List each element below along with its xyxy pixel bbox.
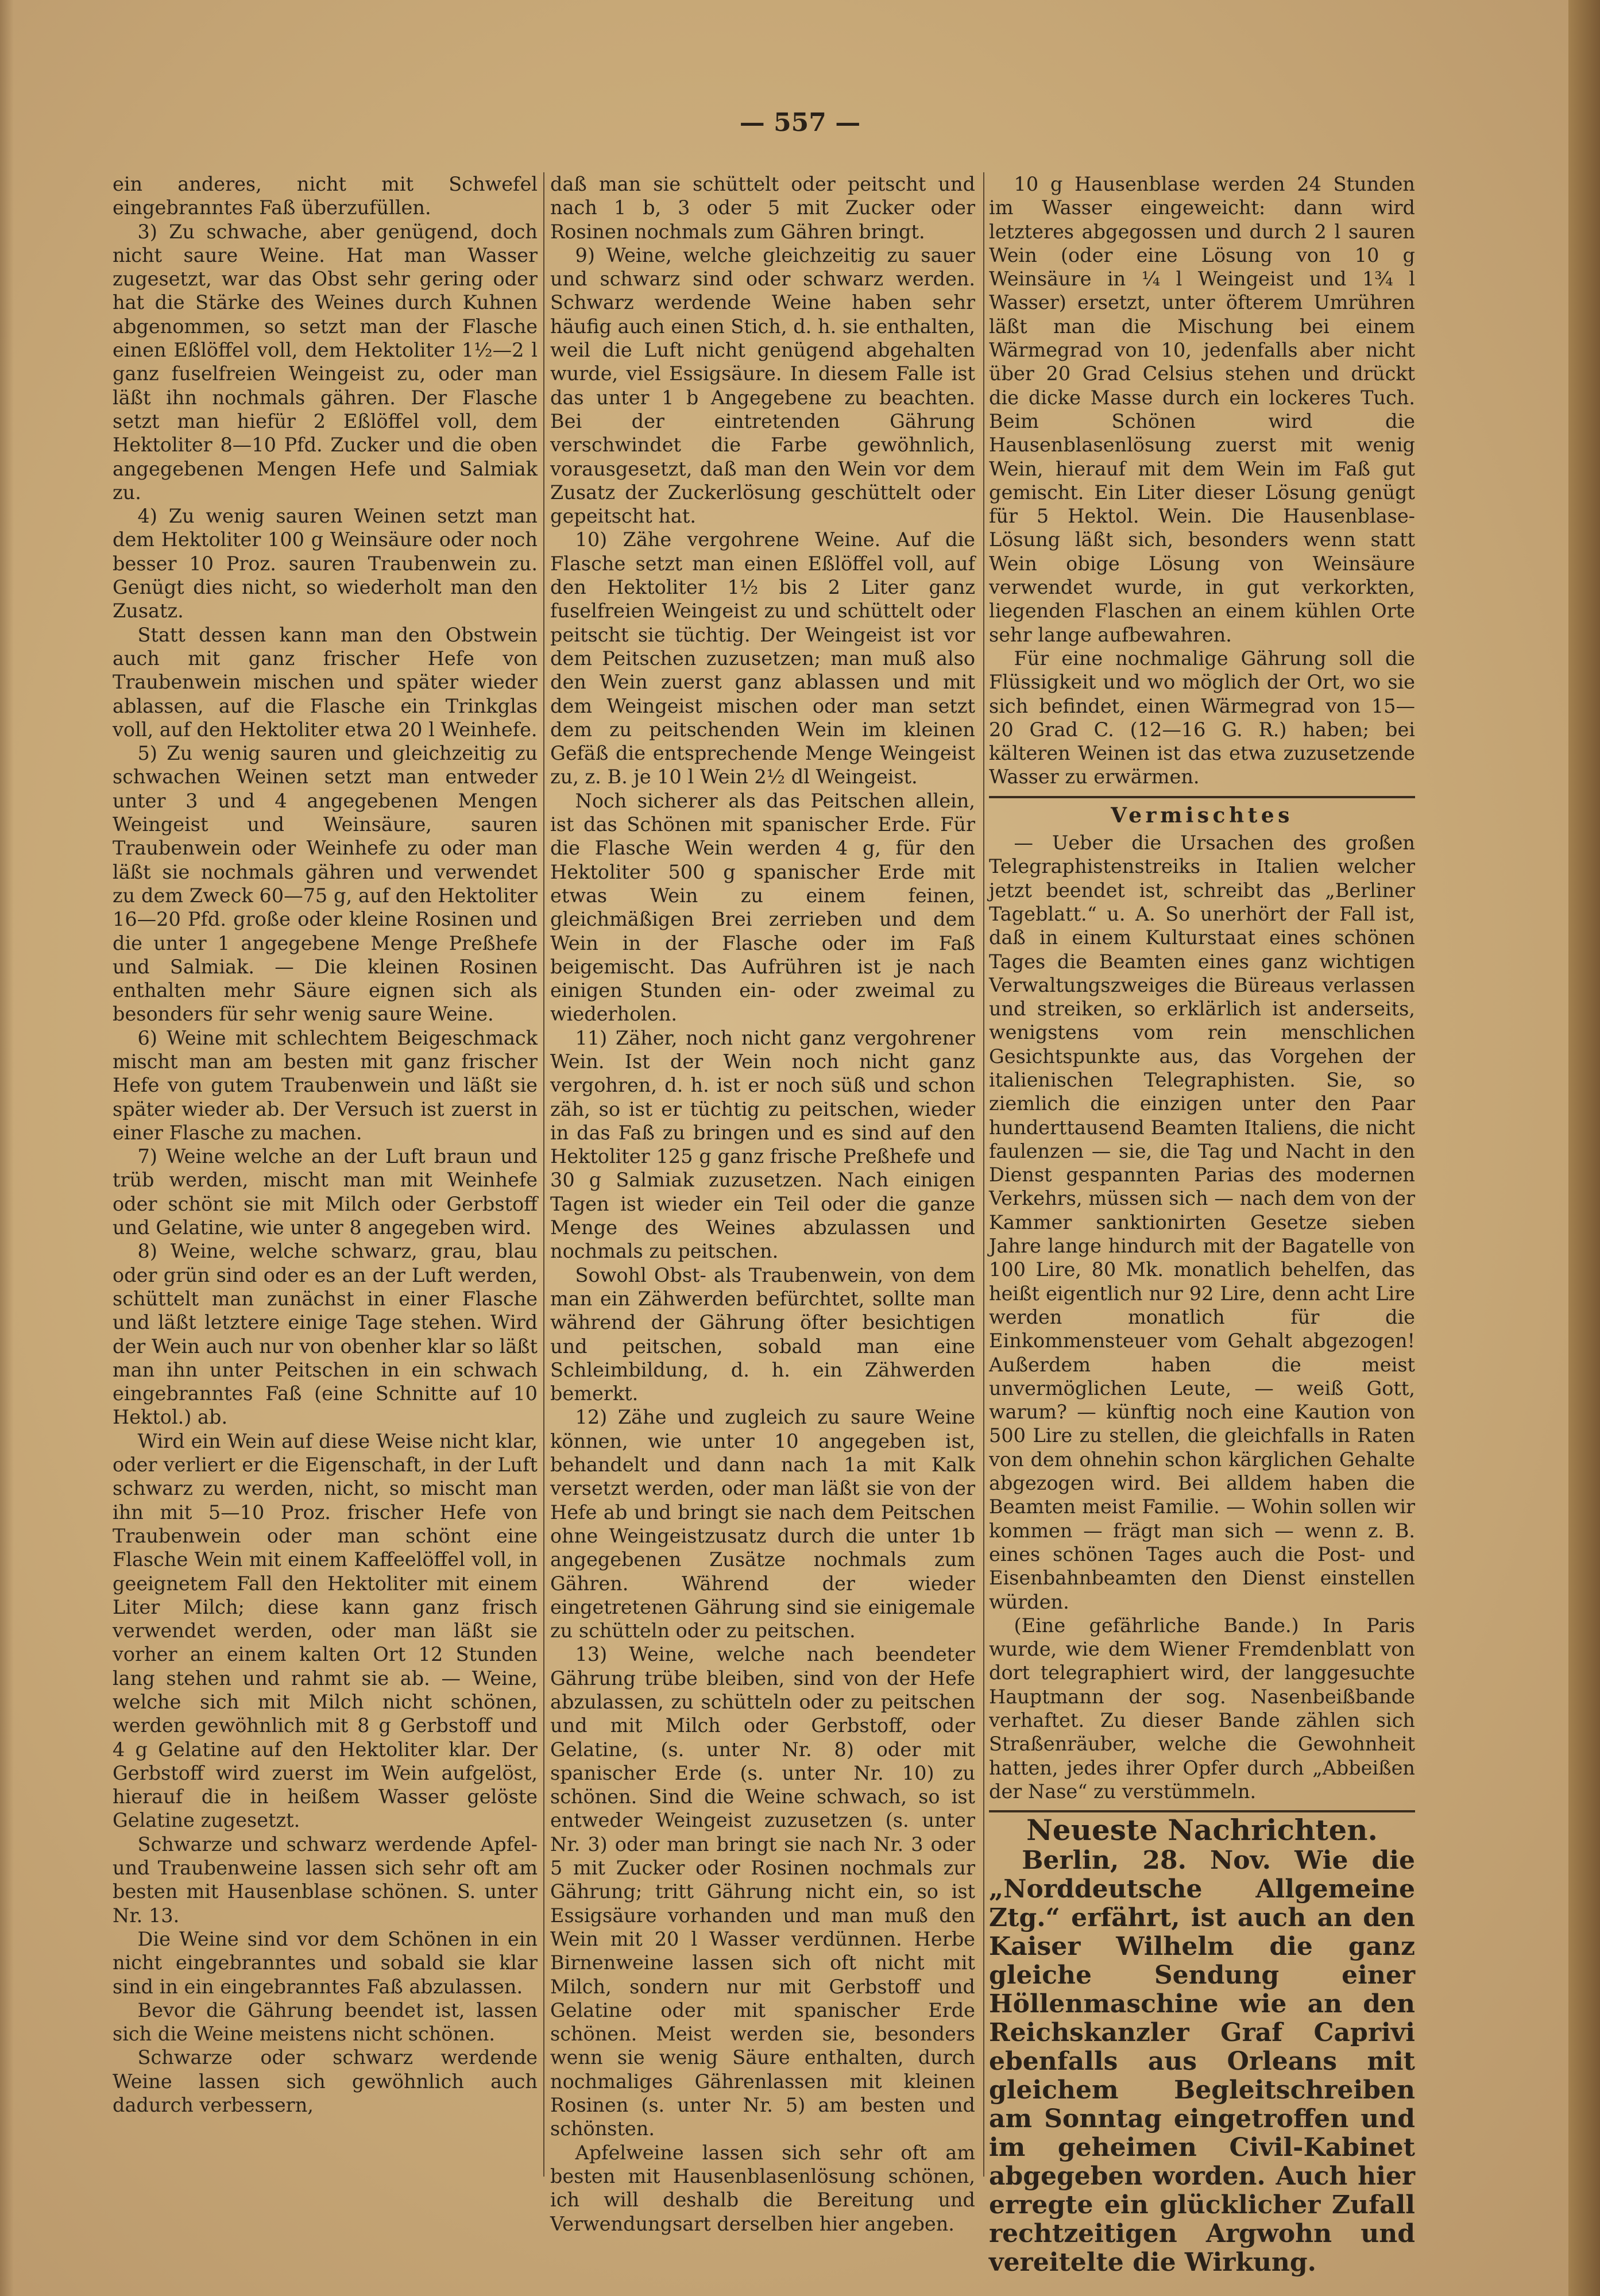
paragraph: 13) Weine, welche nach beendeter Gährung trübe bleiben, sind von der Hefe abzulassen, zu schütteln oder zu peitschen und mit Milch oder Gerbstoff, oder Gelatine, (s. unter Nr. 8) oder mit spanischer Erde (s. unter Nr. 10) zu schönen. Sind die Weine schwach, so ist entweder Weingeist zuzusetzen (s. unter Nr. 3) oder man bringt sie nach Nr. 3 oder 5 mit Zucker oder Rosinen nochmals zur Gährung; tritt Gährung nicht ein, so ist Essigsäure vorhanden und man muß den Wein mit 20 l Wasser verdünnen. Herbe Birnenweine lassen sich oft nicht mit Milch, sondern nur mit Gerbstoff und Gelatine oder mit spanischer Erde schönen. Meist werden sie, besonders wenn sie wenig Säure enthalten, durch nochmaliges Gährenlassen mit kleinen Rosinen (s. unter Nr. 5) am besten und schönsten. [550, 1643, 975, 2140]
news-item: Berlin, 28. Nov. Wie die „Norddeutsche Allgemeine Ztg.“ erfährt, ist auch an den Kaiser Wilhelm die ganz gleiche Sendung einer Höllenmaschine wie an den Reichskanzler Graf Caprivi ebenfalls aus Orleans mit gleichem Begleitschreiben am Sonntag eingetroffen und im geheimen Civil-Kabinet abgegeben worden. Auch hier erregte ein glücklicher Zufall rechtzeitigen Argwohn und vereitelte die Wirkung. [989, 1846, 1415, 2278]
column-rule [543, 172, 544, 2177]
paragraph: 11) Zäher, noch nicht ganz vergohrener Wein. Ist der Wein noch nicht ganz vergohren, d. h. ist er noch süß und schon zäh, so ist er tüchtig zu peitschen, wieder in das Faß zu bringen und es sind auf den Hektoliter 125 g ganz frische Preßhefe und 30 g Salmiak zuzusetzen. Nach einigen Tagen ist wieder ein Teil oder die ganze Menge des Weines abzulassen und nochmals zu peitschen. [550, 1026, 975, 1263]
paragraph: Die Weine sind vor dem Schönen in ein nicht eingebranntes und sobald sie klar sind in ein eingebranntes Faß abzulassen. [113, 1927, 538, 1998]
page-shadow [0, 0, 14, 2296]
paragraph: Sowohl Obst- als Traubenwein, von dem man ein Zähwerden befürchtet, sollte man während der Gährung öfter besichtigen und peitschen, sobald man eine Schleimbildung, d. h. ein Zähwerden bemerkt. [550, 1263, 975, 1405]
column-right [989, 172, 1415, 2277]
section-rule [989, 796, 1415, 798]
column-middle [550, 172, 975, 2236]
paragraph: Bevor die Gährung beendet ist, lassen sich die Weine meistens nicht schönen. [113, 1999, 538, 2046]
paragraph: 8) Weine, welche schwarz, grau, blau oder grün sind oder es an der Luft werden, schüttelt man zunächst in einer Flasche und läßt letztere einige Tage stehen. Wird der Wein auch nur von obenher klar so läßt man ihn unter Peitschen in ein schwach eingebranntes Faß (eine Schnitte auf 10 Hektol.) ab. [113, 1240, 538, 1429]
paragraph: ein anderes, nicht mit Schwefel eingebranntes Faß überzufüllen. [113, 173, 538, 219]
paragraph: 10) Zähe vergohrene Weine. Auf die Flasche setzt man einen Eßlöffel voll, auf den Hektoliter 1½ bis 2 Liter ganz fuselfreien Weingeist zu und schüttelt oder peitscht sie tüchtig. Der Weingeist ist vor dem Peitschen zuzusetzen; man muß also den Wein zuerst ganz ablassen und mit dem Weingeist mischen oder man setzt dem zu peitschenden Wein im kleinen Gefäß die entsprechende Menge Weingeist zu, z. B. je 10 l Wein 2½ dl Weingeist. [550, 528, 975, 788]
paragraph: Schwarze oder schwarz werdende Weine lassen sich gewöhnlich auch dadurch verbessern, [113, 2046, 538, 2117]
paragraph: Statt dessen kann man den Obstwein auch mit ganz frischer Hefe von Traubenwein mischen und später wieder ablassen, auf die Flasche ein Trinkglas voll, auf den Hektoliter etwa 20 l Weinhefe. [113, 623, 538, 741]
paragraph: Schwarze und schwarz werdende Apfel- und Traubenweine lassen sich sehr oft am besten mit Hausenblase schönen. S. unter Nr. 13. [113, 1833, 538, 1927]
paragraph: (Eine gefährliche Bande.) In Paris wurde, wie dem Wiener Fremdenblatt von dort telegraphiert wird, der langgesuchte Hauptmann der sog. Nasenbeißbande verhaftet. Zu dieser Bande zählen sich Straßenräuber, welche die Gewohnheit hatten, jedes ihrer Opfer durch „Abbeißen der Nase“ zu verstümmeln. [989, 1614, 1415, 1803]
paragraph: 3) Zu schwache, aber genügend, doch nicht saure Weine. Hat man Wasser zugesetzt, war das Obst sehr gering oder hat die Stärke des Weines durch Kuhnen abgenommen, so setzt man der Flasche einen Eßlöffel voll, dem Hektoliter 1½—2 l ganz fuselfreien Weingeist zu, oder man läßt ihn nochmals gähren. Der Flasche setzt man hiefür 2 Eßlöffel voll, dem Hektoliter 8—10 Pfd. Zucker und die oben angegebenen Mengen Hefe und Salmiak zu. [113, 220, 538, 504]
paragraph: 7) Weine welche an der Luft braun und trüb werden, mischt man mit Weinhefe oder schönt sie mit Milch oder Gerbstoff und Gelatine, wie unter 8 angegeben wird. [113, 1145, 538, 1239]
page-number: — 557 — [739, 108, 861, 137]
paragraph: Für eine nochmalige Gährung soll die Flüssigkeit und wo möglich der Ort, wo sie sich befindet, einen Wärmegrad von 15—20 Grad C. (12—16 G. R.) haben; bei kälteren Weinen ist das etwa zuzusetzende Wasser zu erwärmen. [989, 647, 1415, 788]
paragraph: Wird ein Wein auf diese Weise nicht klar, oder verliert er die Eigenschaft, in der Luft schwarz zu werden, nicht, so mischt man ihn mit 5—10 Proz. frischer Hefe von Traubenwein oder man schönt eine Flasche Wein mit einem Kaffeelöffel voll, in geeignetem Fall den Hektoliter mit einem Liter Milch; diese kann ganz frisch verwendet werden, oder man läßt sie vorher an einem kalten Ort 12 Stunden lang stehen und rahmt sie ab. — Weine, welche sich mit Milch nicht schönen, werden gewöhnlich mit 8 g Gerbstoff und 4 g Gelatine auf den Hektoliter klar. Der Gerbstoff wird zuerst im Wein aufgelöst, hierauf die in heißem Wasser gelöste Gelatine zugesetzt. [113, 1429, 538, 1832]
paragraph: 12) Zähe und zugleich zu saure Weine können, wie unter 10 angegeben ist, behandelt und dann nach 1a mit Kalk versetzt werden, oder man läßt sie von der Hefe ab und bringt sie nach dem Peitschen ohne Weingeistzusatz durch die unter 1b angegebenen Zusätze nochmals zum Gähren. Während der wieder eingetretenen Gährung sind sie einigemale zu schütteln oder zu peitschen. [550, 1406, 975, 1642]
column-left [113, 172, 538, 2117]
paragraph: Noch sicherer als das Peitschen allein, ist das Schönen mit spanischer Erde. Für die Flasche Wein werden 4 g, für den Hektoliter 500 g spanischer Erde mit etwas Wein zu einem feinen, gleichmäßigen Brei zerrieben und dem Wein in der Flasche oder im Faß beigemischt. Das Aufrühren ist je nach einigen Stunden ein- oder zweimal zu wiederholen. [550, 789, 975, 1026]
page-edge [1568, 0, 1600, 2296]
section-rule [989, 1810, 1415, 1812]
column-rule [983, 172, 984, 2177]
paragraph: 4) Zu wenig sauren Weinen setzt man dem Hektoliter 100 g Weinsäure oder noch besser 10 Proz. sauren Traubenwein zu. Genügt dies nicht, so wiederholt man den Zusatz. [113, 505, 538, 623]
paragraph: 9) Weine, welche gleichzeitig zu sauer und schwarz sind oder schwarz werden. Schwarz werdende Weine haben sehr häufig auch einen Stich, d. h. sie enthalten, weil die Luft nicht genügend abgehalten wurde, viel Essigsäure. In diesem Falle ist das unter 1 b Angegebene zu beachten. Bei der eintretenden Gährung verschwindet die Farbe gewöhnlich, vorausgesetzt, daß man den Wein vor dem Zusatz der Zuckerlösung geschüttelt oder gepeitscht hat. [550, 243, 975, 528]
paragraph: Apfelweine lassen sich sehr oft am besten mit Hausenblasenlösung schönen, ich will deshalb die Bereitung und Verwendungsart derselben hier angeben. [550, 2141, 975, 2235]
paragraph: daß man sie schüttelt oder peitscht und nach 1 b, 3 oder 5 mit Zucker oder Rosinen nochmals zum Gähren bringt. [550, 173, 975, 243]
section-heading-vermischtes: Vermischtes [1111, 803, 1293, 828]
paragraph: 10 g Hausenblase werden 24 Stunden im Wasser eingeweicht: dann wird letzteres abgegossen und durch 2 l sauren Wein (oder eine Lösung von 10 g Weinsäure in ¼ l Weingeist und 1¾ l Wasser) ersetzt, unter öfterem Umrühren läßt man die Mischung bei einem Wärmegrad von 10, jedenfalls aber nicht über 20 Grad Celsius stehen und drückt die dicke Masse durch ein lockeres Tuch. Beim Schönen wird die Hausenblasenlösung zuerst mit wenig Wein, hierauf mit dem Wein im Faß gut gemischt. Ein Liter dieser Lösung genügt für 5 Hektol. Wein. Die Hausenblase-Lösung läßt sich, besonders wenn statt Wein obige Lösung von Weinsäure verwendet wurde, in gut verkorkten, liegenden Flaschen an einem kühlen Orte sehr lange aufbewahren. [989, 173, 1415, 646]
paragraph: 6) Weine mit schlechtem Beigeschmack mischt man am besten mit ganz frischer Hefe von gutem Traubenwein und läßt sie später wieder ab. Der Versuch ist zuerst in einer Flasche zu machen. [113, 1026, 538, 1144]
paragraph: — Ueber die Ursachen des großen Telegraphistenstreiks in Italien welcher jetzt beendet ist, schreibt das „Berliner Tageblatt.“ u. A. So unerhört der Fall ist, daß in einem Kulturstaat eines schönen Tages die Beamten eines ganz wichtigen Verwaltungszweiges die Büreaus verlassen und streiken, so erklärlich ist anderseits, wenigstens vom rein menschlichen Gesichtspunkte aus, das Vorgehen der italienischen Telegraphisten. Sie, so ziemlich die einzigen unter den Paar hunderttausend Beamten Italiens, die nicht faulenzen — sie, die Tag und Nacht in den Dienst gespannten Parias des modernen Verkehrs, müssen sich — nach dem von der Kammer sanktionirten Gesetze sieben Jahre lange hindurch mit der Bagatelle von 100 Lire, 80 Mk. monatlich behelfen, das heißt eigentlich nur 92 Lire, denn acht Lire werden monatlich für die Einkommensteuer vom Gehalt abgezogen! Außerdem haben die meist unvermöglichen Leute, — weiß Gott, warum? — künftig noch eine Kaution von 500 Lire zu stellen, die gleichfalls in Raten von dem ohnehin schon kärglichen Gehalte abgezogen wird. Bei alldem haben die Beamten meist Familie. — Wohin sollen wir kommen — frägt man sich — wenn z. B. eines schönen Tages auch die Post- und Eisenbahnbeamten den Dienst einstellen würden. [989, 832, 1415, 1613]
section-heading-news: Neueste Nachrichten. [1026, 1813, 1378, 1847]
paragraph: 5) Zu wenig sauren und gleichzeitig zu schwachen Weinen setzt man entweder unter 3 und 4 angegebenen Mengen Weingeist und Weinsäure, sauren Traubenwein oder Weinhefe zu oder man läßt sie nochmals gähren und verwendet zu dem Zweck 60—75 g, auf den Hektoliter 16—20 Pfd. große oder kleine Rosinen und die unter 1 angegebene Menge Preßhefe und Salmiak. — Die kleinen Rosinen enthalten mehr Säure eignen sich als besonders für sehr wenig saure Weine. [113, 742, 538, 1026]
